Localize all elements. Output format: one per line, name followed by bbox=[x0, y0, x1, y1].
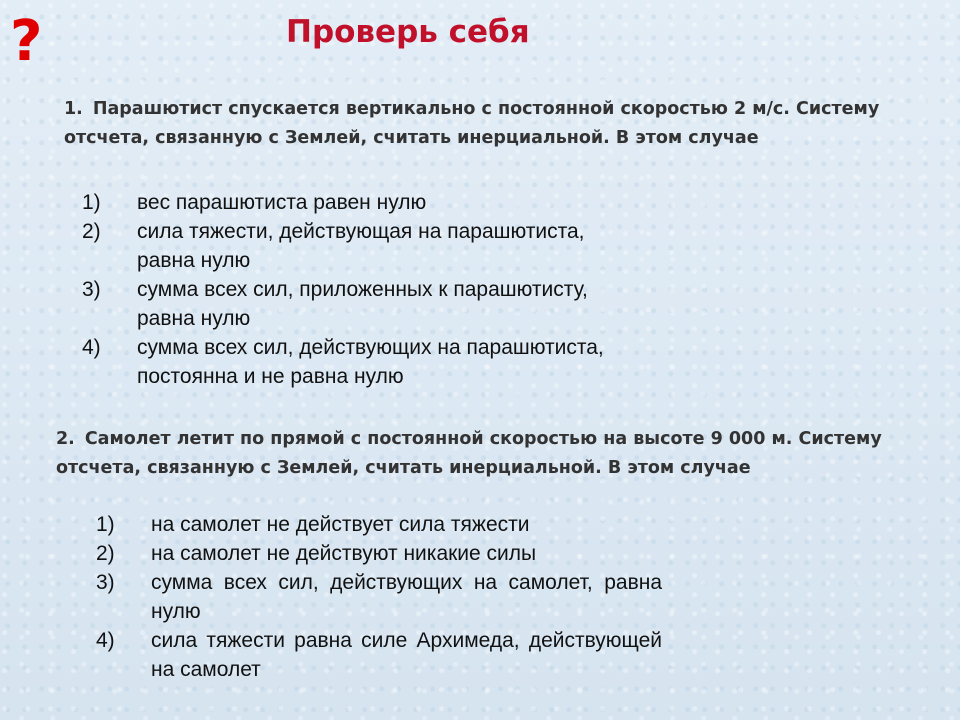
answer-option[interactable] bbox=[82, 217, 642, 275]
question-2-text-line-2: отсчета, связанную с Землей, считать инерциальной. В этом случае bbox=[56, 458, 751, 478]
question-1 bbox=[64, 95, 924, 153]
answer-text: сумма всех сил, действующих на самолет, равна нулю bbox=[151, 571, 662, 623]
answer-number: 1) bbox=[82, 191, 101, 214]
answer-option[interactable] bbox=[82, 188, 642, 217]
answer-number: 4) bbox=[82, 336, 101, 359]
answer-text: на самолет не действуют никакие силы bbox=[151, 542, 537, 565]
question-2-line-1 bbox=[56, 425, 926, 454]
answer-number: 1) bbox=[96, 513, 115, 536]
answer-text: сумма всех сил, приложенных к парашютисту, равна нулю bbox=[137, 278, 588, 330]
answer-text: на самолет не действует сила тяжести bbox=[151, 513, 530, 536]
answer-option[interactable] bbox=[82, 275, 642, 333]
question-1-text-line-1: Парашютист спускается вертикально с постоянной скоростью 2 м/с. Систему bbox=[92, 99, 880, 119]
question-2-number: 2. bbox=[56, 429, 75, 449]
question-1-answers bbox=[82, 188, 642, 391]
answer-number: 2) bbox=[96, 542, 115, 565]
question-2 bbox=[56, 425, 926, 483]
answer-option[interactable] bbox=[96, 626, 662, 684]
answer-option[interactable] bbox=[96, 510, 662, 539]
question-1-number: 1. bbox=[64, 99, 83, 119]
question-1-text-line-2: отсчета, связанную с Землей, считать инерциальной. В этом случае bbox=[64, 128, 759, 148]
answer-number: 4) bbox=[96, 629, 115, 652]
question-2-text-line-1: Самолет летит по прямой с постоянной скоростью на высоте 9 000 м. Систему bbox=[84, 429, 882, 449]
answer-text: сумма всех сил, действующих на парашютиста, постоянна и не равна нулю bbox=[137, 336, 604, 388]
question-2-answers bbox=[96, 510, 662, 684]
answer-number: 3) bbox=[82, 278, 101, 301]
answer-text: сила тяжести равна силе Архимеда, действующей на самолет bbox=[151, 629, 662, 681]
answer-option[interactable] bbox=[82, 333, 642, 391]
answer-option[interactable] bbox=[96, 568, 662, 626]
answer-option[interactable] bbox=[96, 539, 662, 568]
question-mark-icon: ? bbox=[10, 9, 43, 74]
question-1-line-1 bbox=[64, 95, 924, 124]
answer-text: вес парашютиста равен нулю bbox=[137, 191, 427, 214]
answer-number: 3) bbox=[96, 571, 115, 594]
page-title: Проверь себя bbox=[286, 14, 530, 50]
answer-number: 2) bbox=[82, 220, 101, 243]
answer-text: сила тяжести, действующая на парашютиста, равна нулю bbox=[137, 220, 585, 272]
